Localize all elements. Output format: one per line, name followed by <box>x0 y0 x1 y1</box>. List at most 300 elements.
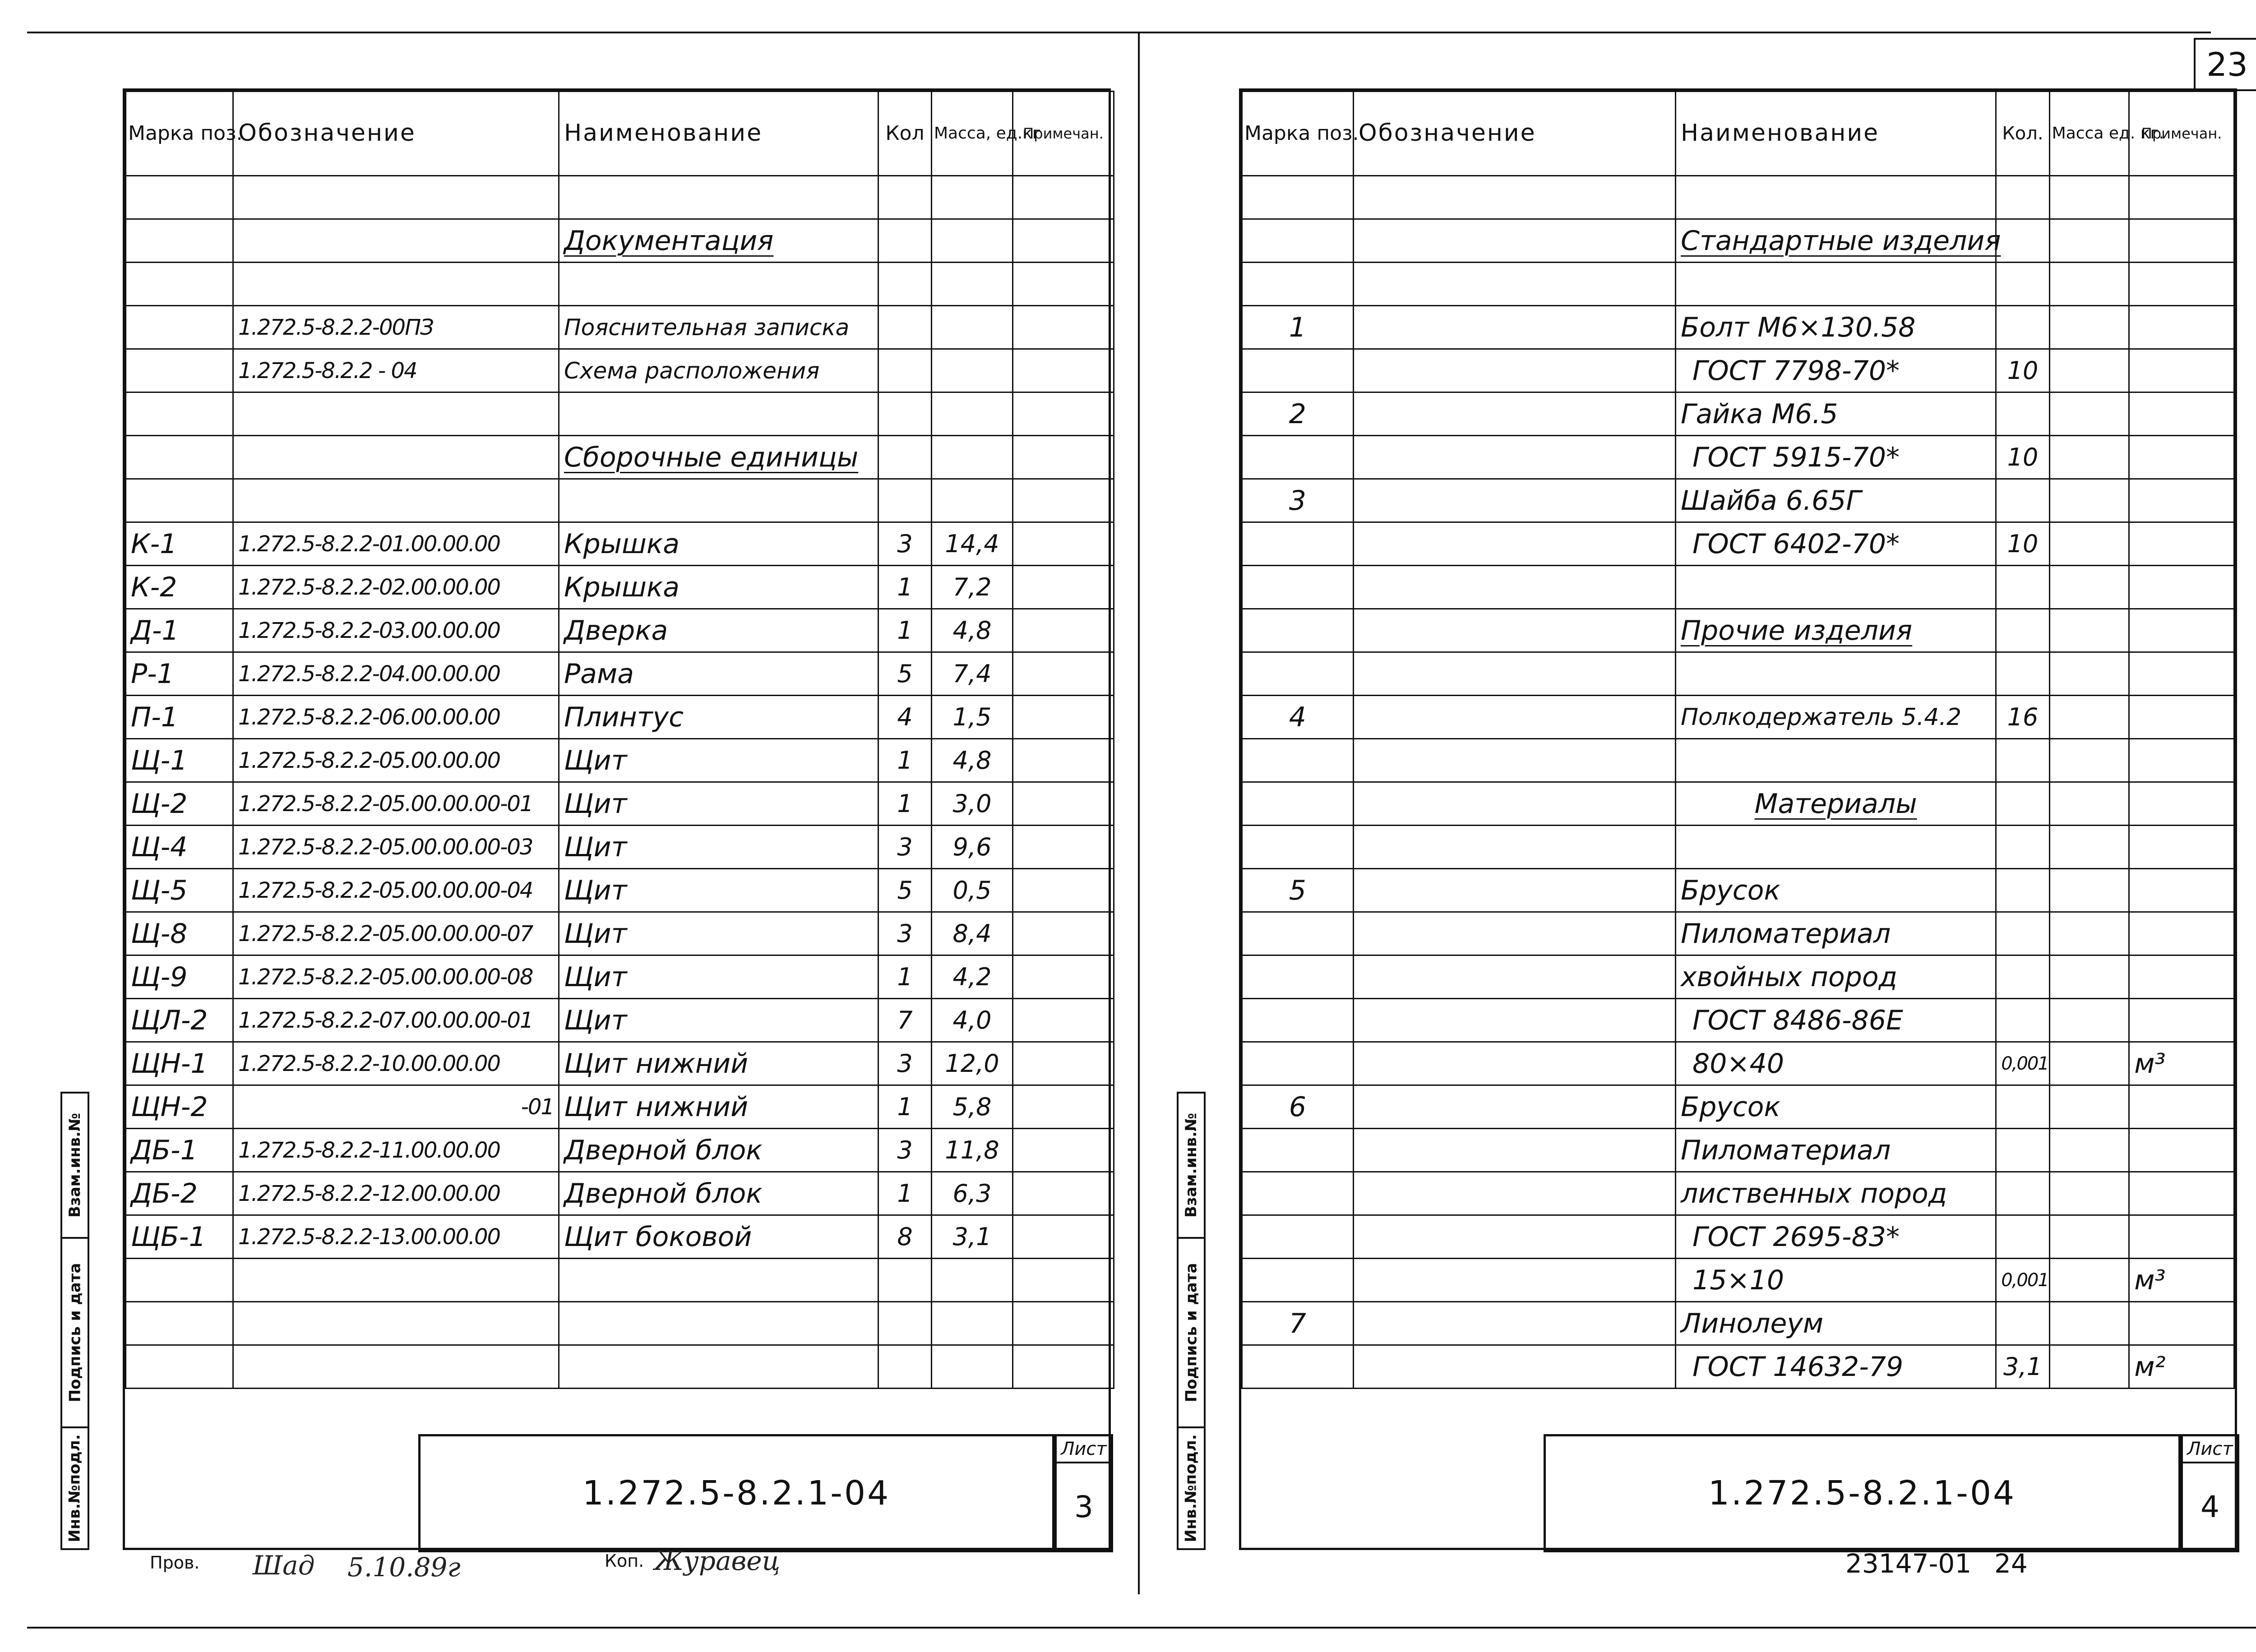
cell-name: Щит боковой <box>559 1215 878 1259</box>
cell-qty <box>1996 479 2049 522</box>
table-row <box>126 1129 1114 1172</box>
cell-name: ГОСТ 2695-83* <box>1676 1215 1996 1259</box>
cell-name: Схема расположения <box>559 349 878 392</box>
cell-name <box>1676 652 1996 696</box>
cell-mass: 3,0 <box>932 782 1013 826</box>
cell-mass <box>2049 1172 2129 1215</box>
table-row <box>126 782 1114 826</box>
cell-qty <box>878 1259 932 1302</box>
table-row <box>126 955 1114 999</box>
cell-name: ГОСТ 6402-70* <box>1676 522 1996 566</box>
cell-mass: 9,6 <box>932 826 1013 869</box>
cell-qty <box>1996 826 2049 869</box>
cell-designation <box>233 219 559 263</box>
cell-mark: 1 <box>1242 306 1354 349</box>
cell-mass: 8,4 <box>932 912 1013 955</box>
cell-name <box>1676 739 1996 782</box>
cell-mass <box>2049 1259 2129 1302</box>
replaced-inv-label: Взам.инв.№ <box>1182 1113 1201 1218</box>
table-row <box>1242 349 2234 392</box>
cell-note <box>2129 912 2234 955</box>
table-row <box>126 1345 1114 1389</box>
cell-note <box>2129 349 2234 392</box>
table-row <box>1242 1129 2234 1172</box>
cell-designation <box>233 1345 559 1389</box>
cell-name <box>1676 826 1996 869</box>
cell-designation <box>1353 1259 1675 1302</box>
right-specification-sheet <box>1239 88 2237 1550</box>
cell-mark: П-1 <box>126 696 233 739</box>
table-row <box>1242 1172 2234 1215</box>
cell-name: Дверка <box>559 609 878 652</box>
cell-designation <box>1353 609 1675 652</box>
cell-note <box>2129 1129 2234 1172</box>
cell-name: Прочие изделия <box>1676 609 1996 652</box>
cell-designation <box>1353 955 1675 999</box>
cell-name: Документация <box>559 219 878 263</box>
left-title-block-code: 1.272.5-8.2.1-04 <box>418 1434 1054 1552</box>
sheet-label: Лист <box>1057 1436 1111 1463</box>
cell-mark: Щ-1 <box>126 739 233 782</box>
checked-signature: Шад <box>253 1550 315 1581</box>
cell-name: Плинтус <box>559 696 878 739</box>
cell-qty: 3 <box>878 826 932 869</box>
cell-name: Дверной блок <box>559 1172 878 1215</box>
cell-mark: ДБ-2 <box>126 1172 233 1215</box>
table-row <box>126 263 1114 306</box>
signature-date-cell <box>1179 1237 1204 1426</box>
cell-designation <box>233 263 559 306</box>
cell-designation <box>1353 436 1675 479</box>
cell-designation <box>1353 1085 1675 1129</box>
cell-qty <box>878 349 932 392</box>
cell-designation <box>1353 566 1675 609</box>
cell-mark <box>1242 436 1354 479</box>
cell-name: Гайка М6.5 <box>1676 392 1996 436</box>
cell-designation: 1.272.5-8.2.2-06.00.00.00 <box>233 696 559 739</box>
cell-name: Пиломатериал <box>1676 912 1996 955</box>
cell-mass: 7,2 <box>932 566 1013 609</box>
table-row <box>126 522 1114 566</box>
cell-mass <box>2049 609 2129 652</box>
cell-qty <box>878 263 932 306</box>
cell-qty <box>878 479 932 522</box>
cell-note <box>1013 999 1114 1042</box>
signature-date-label: Подпись и дата <box>66 1263 84 1403</box>
cell-mark <box>126 349 233 392</box>
cell-qty: 3 <box>878 1129 932 1172</box>
cell-name: ГОСТ 5915-70* <box>1676 436 1996 479</box>
copy-label: Коп. <box>605 1551 644 1571</box>
replaced-inv-cell <box>62 1094 88 1237</box>
cell-designation <box>233 479 559 522</box>
cell-designation <box>1353 999 1675 1042</box>
cell-name: лиственных пород <box>1676 1172 1996 1215</box>
cell-designation: 1.272.5-8.2.2-05.00.00.00-01 <box>233 782 559 826</box>
cell-mass <box>2049 1302 2129 1345</box>
table-row <box>1242 566 2234 609</box>
cell-designation <box>1353 349 1675 392</box>
cell-note <box>1013 782 1114 826</box>
cell-mass: 0,5 <box>932 869 1013 912</box>
cell-mark: Р-1 <box>126 652 233 696</box>
cell-qty: 1 <box>878 566 932 609</box>
header-mass: Масса, ед.кг <box>932 92 1013 176</box>
table-row <box>126 869 1114 912</box>
table-row <box>126 392 1114 436</box>
cell-note <box>2129 1302 2234 1345</box>
cell-designation <box>1353 696 1675 739</box>
table-row <box>1242 912 2234 955</box>
cell-mark <box>1242 522 1354 566</box>
header-name: Наименование <box>559 92 878 176</box>
cell-mark: 6 <box>1242 1085 1354 1129</box>
cell-name: Щит нижний <box>559 1042 878 1085</box>
cell-mark <box>126 263 233 306</box>
cell-name <box>559 1345 878 1389</box>
cell-name <box>559 176 878 219</box>
cell-note <box>1013 1302 1114 1345</box>
cell-mark <box>1242 912 1354 955</box>
cell-note <box>2129 696 2234 739</box>
cell-qty: 16 <box>1996 696 2049 739</box>
cell-mass: 4,8 <box>932 739 1013 782</box>
cell-note <box>2129 392 2234 436</box>
cell-mass <box>932 436 1013 479</box>
cell-name: Шайба 6.65Г <box>1676 479 1996 522</box>
cell-mass <box>932 1345 1013 1389</box>
cell-qty <box>1996 392 2049 436</box>
table-row <box>126 306 1114 349</box>
table-row <box>126 999 1114 1042</box>
cell-name: 15×10 <box>1676 1259 1996 1302</box>
table-row <box>126 1215 1114 1259</box>
cell-designation: 1.272.5-8.2.2-04.00.00.00 <box>233 652 559 696</box>
cell-name: Щит <box>559 739 878 782</box>
cell-qty: 1 <box>878 782 932 826</box>
header-qty: Кол <box>878 92 932 176</box>
header-name: Наименование <box>1676 92 1996 176</box>
cell-mark <box>1242 1172 1354 1215</box>
cell-qty <box>878 219 932 263</box>
sheet-label: Лист <box>2183 1436 2237 1463</box>
replaced-inv-cell <box>1179 1094 1204 1237</box>
cell-mass <box>2049 522 2129 566</box>
cell-designation <box>233 392 559 436</box>
cell-mass: 3,1 <box>932 1215 1013 1259</box>
cell-note <box>1013 1172 1114 1215</box>
cell-designation <box>233 1259 559 1302</box>
cell-qty <box>1996 652 2049 696</box>
cell-mass <box>2049 1345 2129 1389</box>
cell-designation <box>233 436 559 479</box>
cell-qty: 3 <box>878 522 932 566</box>
table-row <box>126 1042 1114 1085</box>
table-row <box>1242 955 2234 999</box>
cell-designation <box>1353 219 1675 263</box>
cell-mark <box>1242 826 1354 869</box>
sheet-number: 3 <box>1074 1489 1093 1524</box>
cell-mass: 7,4 <box>932 652 1013 696</box>
table-row <box>1242 652 2234 696</box>
cell-mark <box>1242 263 1354 306</box>
cell-note <box>2129 826 2234 869</box>
cell-mass: 6,3 <box>932 1172 1013 1215</box>
cell-designation <box>1353 522 1675 566</box>
cell-name: Щит нижний <box>559 1085 878 1129</box>
cell-mark: Д-1 <box>126 609 233 652</box>
checked-label: Пров. <box>150 1553 200 1573</box>
cell-note: м² <box>2129 1345 2234 1389</box>
cell-mass <box>2049 826 2129 869</box>
cell-name: Пиломатериал <box>1676 1129 1996 1172</box>
cell-qty: 8 <box>878 1215 932 1259</box>
cell-mass <box>932 349 1013 392</box>
cell-designation <box>233 176 559 219</box>
table-row <box>126 1085 1114 1129</box>
cell-mark <box>1242 652 1354 696</box>
cell-qty: 0,001 <box>1996 1042 2049 1085</box>
cell-designation <box>1353 1302 1675 1345</box>
table-row <box>126 609 1114 652</box>
header-note: Примечан. <box>2129 92 2234 176</box>
table-row <box>1242 1345 2234 1389</box>
cell-qty <box>878 306 932 349</box>
table-row <box>1242 176 2234 219</box>
cell-mark <box>1242 176 1354 219</box>
table-row <box>1242 696 2234 739</box>
cell-mass <box>932 1259 1013 1302</box>
cell-mark: 4 <box>1242 696 1354 739</box>
cell-note <box>1013 955 1114 999</box>
right-spec-table <box>1241 91 2235 1389</box>
cell-mass <box>2049 652 2129 696</box>
cell-note <box>1013 652 1114 696</box>
cell-mark <box>1242 219 1354 263</box>
cell-mass <box>2049 1129 2129 1172</box>
cell-qty <box>878 436 932 479</box>
table-row <box>1242 436 2234 479</box>
cell-designation: -01 <box>233 1085 559 1129</box>
cell-qty <box>1996 263 2049 306</box>
signature-date-label: Подпись и дата <box>1182 1263 1201 1403</box>
cell-designation: 1.272.5-8.2.2-05.00.00.00-04 <box>233 869 559 912</box>
cell-designation <box>1353 1172 1675 1215</box>
table-row <box>1242 219 2234 263</box>
cell-name: Крышка <box>559 566 878 609</box>
cell-qty <box>1996 1172 2049 1215</box>
cell-name: Полкодержатель 5.4.2 <box>1676 696 1996 739</box>
cell-mark: Щ-5 <box>126 869 233 912</box>
cell-qty: 1 <box>878 739 932 782</box>
cell-mark <box>126 306 233 349</box>
cell-mass <box>2049 263 2129 306</box>
cell-designation: 1.272.5-8.2.2 - 04 <box>233 349 559 392</box>
cell-mark <box>126 436 233 479</box>
cell-designation: 1.272.5-8.2.2-05.00.00.00-07 <box>233 912 559 955</box>
cell-name <box>559 1302 878 1345</box>
cell-mark: ЩЛ-2 <box>126 999 233 1042</box>
cell-qty <box>1996 306 2049 349</box>
cell-note <box>1013 349 1114 392</box>
cell-qty: 0,001 <box>1996 1259 2049 1302</box>
cell-qty <box>1996 869 2049 912</box>
cell-designation: 1.272.5-8.2.2-10.00.00.00 <box>233 1042 559 1085</box>
cell-qty <box>1996 739 2049 782</box>
cell-note <box>2129 1172 2234 1215</box>
table-row <box>1242 479 2234 522</box>
cell-mass <box>932 176 1013 219</box>
cell-designation: 1.272.5-8.2.2-00ПЗ <box>233 306 559 349</box>
cell-mark: 2 <box>1242 392 1354 436</box>
table-row <box>1242 782 2234 826</box>
cell-note <box>1013 1085 1114 1129</box>
cell-mark <box>126 1302 233 1345</box>
cell-note <box>2129 263 2234 306</box>
cell-mark: 5 <box>1242 869 1354 912</box>
cell-mark <box>1242 349 1354 392</box>
cell-designation <box>1353 479 1675 522</box>
cell-mark <box>1242 1129 1354 1172</box>
cell-note <box>1013 1215 1114 1259</box>
cell-qty: 5 <box>878 652 932 696</box>
cell-note <box>2129 955 2234 999</box>
cell-designation: 1.272.5-8.2.2-03.00.00.00 <box>233 609 559 652</box>
cell-name: ГОСТ 14632-79 <box>1676 1345 1996 1389</box>
cell-mass: 14,4 <box>932 522 1013 566</box>
cell-mass <box>2049 1085 2129 1129</box>
cell-designation: 1.272.5-8.2.2-11.00.00.00 <box>233 1129 559 1172</box>
cell-note <box>2129 436 2234 479</box>
left-sheet-number-box <box>1054 1434 1113 1552</box>
cell-designation <box>1353 652 1675 696</box>
cell-qty <box>1996 219 2049 263</box>
cell-name: Щит <box>559 782 878 826</box>
cell-mass: 4,2 <box>932 955 1013 999</box>
cell-mass <box>932 263 1013 306</box>
cell-mark <box>126 219 233 263</box>
cell-name <box>559 1259 878 1302</box>
header-note: Примечан. <box>1013 92 1114 176</box>
inv-orig-label: Инв.№подл. <box>66 1434 84 1542</box>
cell-qty <box>1996 912 2049 955</box>
header-mark: Марка поз. <box>126 92 233 176</box>
left-header-row <box>126 92 1114 176</box>
cell-qty <box>878 1302 932 1345</box>
inv-orig-cell <box>1179 1426 1204 1548</box>
cell-mass <box>2049 1215 2129 1259</box>
table-row <box>126 479 1114 522</box>
cell-note <box>2129 522 2234 566</box>
cell-mass: 4,8 <box>932 609 1013 652</box>
right-side-stamp <box>1177 1092 1206 1550</box>
cell-qty: 1 <box>878 1172 932 1215</box>
cell-designation <box>1353 826 1675 869</box>
cell-note <box>1013 566 1114 609</box>
cell-mass <box>2049 869 2129 912</box>
cell-mass <box>932 1302 1013 1345</box>
cell-note <box>1013 1042 1114 1085</box>
cell-mass <box>2049 349 2129 392</box>
cell-name: хвойных пород <box>1676 955 1996 999</box>
table-row <box>126 349 1114 392</box>
cell-mass <box>2049 739 2129 782</box>
cell-mass: 12,0 <box>932 1042 1013 1085</box>
cell-name: Пояснительная записка <box>559 306 878 349</box>
cell-name: Щит <box>559 869 878 912</box>
table-row <box>1242 826 2234 869</box>
cell-mass <box>2049 392 2129 436</box>
table-row <box>126 1302 1114 1345</box>
right-sheet-number-box <box>2181 1434 2239 1552</box>
cell-mass <box>2049 436 2129 479</box>
cell-designation: 1.272.5-8.2.2-12.00.00.00 <box>233 1172 559 1215</box>
cell-mark: К-1 <box>126 522 233 566</box>
cell-note <box>2129 739 2234 782</box>
cell-note <box>1013 609 1114 652</box>
cell-name: Стандартные изделия <box>1676 219 1996 263</box>
cell-name: Рама <box>559 652 878 696</box>
cell-mass: 1,5 <box>932 696 1013 739</box>
cell-name: Брусок <box>1676 869 1996 912</box>
cell-name: Линолеум <box>1676 1302 1996 1345</box>
header-mass: Масса ед. кг. <box>2049 92 2129 176</box>
cell-designation <box>1353 306 1675 349</box>
cell-note <box>1013 219 1114 263</box>
left-side-stamp <box>60 1092 89 1550</box>
cell-mass: 4,0 <box>932 999 1013 1042</box>
right-title-block-code: 1.272.5-8.2.1-04 <box>1544 1434 2181 1552</box>
cell-qty: 4 <box>878 696 932 739</box>
table-row <box>1242 1215 2234 1259</box>
cell-designation <box>1353 869 1675 912</box>
left-specification-sheet <box>123 88 1111 1550</box>
cell-note <box>2129 219 2234 263</box>
cell-qty: 10 <box>1996 349 2049 392</box>
cell-mark <box>126 479 233 522</box>
bottom-rule <box>27 1627 2256 1629</box>
cell-mass <box>2049 219 2129 263</box>
cell-note <box>1013 176 1114 219</box>
table-row <box>1242 1042 2234 1085</box>
left-spec-body <box>126 176 1114 1389</box>
top-rule <box>27 32 2211 33</box>
table-row <box>126 826 1114 869</box>
cell-designation <box>1353 912 1675 955</box>
cell-mass <box>2049 782 2129 826</box>
cell-mark: ЩБ-1 <box>126 1215 233 1259</box>
cell-name <box>1676 263 1996 306</box>
cell-designation <box>1353 782 1675 826</box>
cell-note <box>2129 1215 2234 1259</box>
cell-qty: 3,1 <box>1996 1345 2049 1389</box>
cell-name: Крышка <box>559 522 878 566</box>
cell-designation <box>1353 1042 1675 1085</box>
cell-note <box>1013 1345 1114 1389</box>
cell-qty: 1 <box>878 1085 932 1129</box>
cell-mark: ЩН-2 <box>126 1085 233 1129</box>
cell-mass <box>932 392 1013 436</box>
table-row <box>1242 739 2234 782</box>
cell-note <box>2129 782 2234 826</box>
cell-qty: 3 <box>878 912 932 955</box>
cell-mark: 7 <box>1242 1302 1354 1345</box>
cell-qty <box>1996 566 2049 609</box>
cell-note <box>2129 999 2234 1042</box>
cell-note <box>1013 306 1114 349</box>
cell-qty: 5 <box>878 869 932 912</box>
cell-qty: 10 <box>1996 522 2049 566</box>
